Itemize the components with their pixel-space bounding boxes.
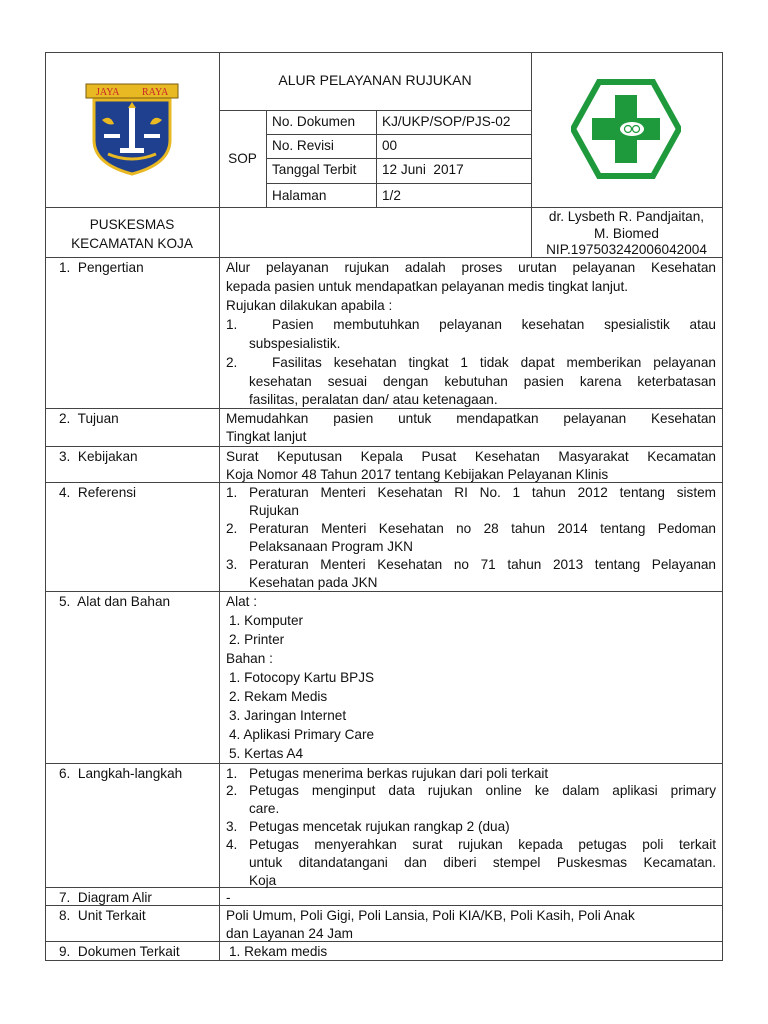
pengertian-line: kepada pasien untuk mendapatkan pelayanan medis tingkat lanjut. xyxy=(226,279,629,294)
info-value-halaman: 1/2 xyxy=(382,188,401,203)
table-border xyxy=(45,763,723,764)
table-border xyxy=(266,158,531,159)
dokumen-terkait-value: 1. Rekam medis xyxy=(229,944,328,959)
list-number: 2. xyxy=(226,783,238,798)
langkah-line: Petugas menginput data rujukan online ke dalam aplikasi primary xyxy=(249,783,716,798)
info-value-tanggal-terbit: 12 Juni 2017 xyxy=(382,162,464,177)
bahan-item: 5. Kertas A4 xyxy=(229,746,304,761)
table-border xyxy=(45,52,46,961)
info-value-no-revisi: 00 xyxy=(382,138,398,153)
bahan-item: 1. Fotocopy Kartu BPJS xyxy=(229,670,375,685)
signer-nip: NIP.197503242006042004 xyxy=(546,242,707,257)
alat-item: 2. Printer xyxy=(229,632,285,647)
langkah-line: Petugas mencetak rujukan rangkap 2 (dua) xyxy=(249,819,510,834)
table-border xyxy=(45,941,723,942)
section-label-kebijakan: 3. Kebijakan xyxy=(59,449,138,464)
section-label-dokumen-terkait: 9. Dokumen Terkait xyxy=(59,944,180,959)
emblem-text-left: JAYA xyxy=(96,87,120,98)
table-border xyxy=(45,52,723,53)
pengertian-line: Fasilitas kesehatan tingkat 1 tidak dapat memberikan pelayanan xyxy=(272,355,716,370)
tujuan-line: Memudahkan pasien untuk mendapatkan pelayanan Kesehatan xyxy=(226,411,716,426)
table-border xyxy=(376,110,377,207)
alat-heading: Alat : xyxy=(226,594,257,609)
list-number: 1. xyxy=(226,766,238,781)
section-label-langkah: 6. Langkah-langkah xyxy=(59,766,183,781)
signer-title: M. Biomed xyxy=(594,226,659,241)
table-border xyxy=(266,183,531,184)
document-title: ALUR PELAYANAN RUJUKAN xyxy=(278,72,472,88)
pengertian-line: fasilitas, peralatan dan/ atau ketenagaan. xyxy=(249,392,498,407)
referensi-line: Peraturan Menteri Kesehatan RI No. 1 tahun 2012 tentang sistem xyxy=(249,485,716,500)
list-number: 3. xyxy=(226,819,238,834)
pengertian-line: Rujukan dilakukan apabila : xyxy=(226,298,393,313)
langkah-line: Petugas menyerahkan surat rujukan kepada petugas poli terkait xyxy=(249,837,716,852)
emblem-text-right: RAYA xyxy=(142,87,169,98)
referensi-line: Kesehatan pada JKN xyxy=(249,575,378,590)
puskesmas-logo-icon xyxy=(571,79,681,179)
section-label-unit-terkait: 8. Unit Terkait xyxy=(59,908,146,923)
kebijakan-line: Koja Nomor 48 Tahun 2017 tentang Kebijakan Pelayanan Klinis xyxy=(226,467,609,482)
table-border xyxy=(266,134,531,135)
signer-name: dr. Lysbeth R. Pandjaitan, xyxy=(548,209,705,224)
bahan-item: 3. Jaringan Internet xyxy=(229,708,347,723)
table-border xyxy=(219,52,220,961)
unit-terkait-line: dan Layanan 24 Jam xyxy=(226,926,353,941)
list-number: 2. xyxy=(226,355,238,370)
info-label-tanggal-terbit: Tanggal Terbit xyxy=(272,162,357,177)
referensi-line: Pelaksanaan Program JKN xyxy=(249,539,413,554)
section-label-referensi: 4. Referensi xyxy=(59,485,137,500)
pengertian-line: Alur pelayanan rujukan adalah proses urutan pelayanan Kesehatan xyxy=(226,260,716,275)
langkah-line: untuk ditandatangani dan diberi stempel Puskesmas Kecamatan. xyxy=(249,855,716,870)
table-border xyxy=(45,446,723,447)
sop-label: SOP xyxy=(228,151,257,166)
bahan-item: 4. Aplikasi Primary Care xyxy=(229,727,375,742)
section-label-tujuan: 2. Tujuan xyxy=(59,411,119,426)
org-name-line1: PUSKESMAS xyxy=(89,217,175,232)
list-number: 1. xyxy=(226,485,238,500)
info-label-halaman: Halaman xyxy=(272,188,327,203)
list-number: 1. xyxy=(226,317,238,332)
diagram-alir-value: - xyxy=(226,890,231,905)
pengertian-line: subspesialistik. xyxy=(249,336,341,351)
alat-item: 1. Komputer xyxy=(229,613,304,628)
table-border xyxy=(45,887,723,888)
section-label-alat-bahan: 5. Alat dan Bahan xyxy=(59,594,171,609)
referensi-line: Peraturan Menteri Kesehatan no 28 tahun 2014 tentang Pedoman xyxy=(249,521,716,536)
table-border xyxy=(45,591,723,592)
list-number: 4. xyxy=(226,837,238,852)
list-number: 2. xyxy=(226,521,238,536)
pengertian-line: kesehatan sesuai dengan kebutuhan pasien karena keterbatasan xyxy=(249,374,716,389)
kebijakan-line: Surat Keputusan Kepala Pusat Kesehatan Masyarakat Kecamatan xyxy=(226,449,716,464)
bahan-item: 2. Rekam Medis xyxy=(229,689,328,704)
section-label-diagram-alir: 7. Diagram Alir xyxy=(59,890,152,905)
referensi-line: Rujukan xyxy=(249,503,299,518)
section-label-pengertian: 1. Pengertian xyxy=(59,260,144,275)
list-number: 3. xyxy=(226,557,238,572)
referensi-line: Peraturan Menteri Kesehatan no 71 tahun 2013 tentang Pelayanan xyxy=(249,557,716,572)
bahan-heading: Bahan : xyxy=(226,651,273,666)
langkah-line: care. xyxy=(249,801,280,816)
jaya-raya-emblem-icon xyxy=(84,80,180,176)
table-border xyxy=(722,52,723,961)
table-border xyxy=(266,110,267,207)
tujuan-line: Tingkat lanjut xyxy=(226,429,307,444)
langkah-line: Koja xyxy=(249,873,277,888)
info-value-no-dokumen: KJ/UKP/SOP/PJS-02 xyxy=(382,114,511,129)
langkah-line: Petugas menerima berkas rujukan dari poli terkait xyxy=(249,766,549,781)
org-name-line2: KECAMATAN KOJA xyxy=(71,236,193,251)
info-label-no-revisi: No. Revisi xyxy=(272,138,334,153)
pengertian-line: Pasien membutuhkan pelayanan kesehatan spesialistik atau xyxy=(272,317,716,332)
unit-terkait-line: Poli Umum, Poli Gigi, Poli Lansia, Poli KIA/KB, Poli Kasih, Poli Anak xyxy=(226,908,635,923)
info-label-no-dokumen: No. Dokumen xyxy=(272,114,356,129)
